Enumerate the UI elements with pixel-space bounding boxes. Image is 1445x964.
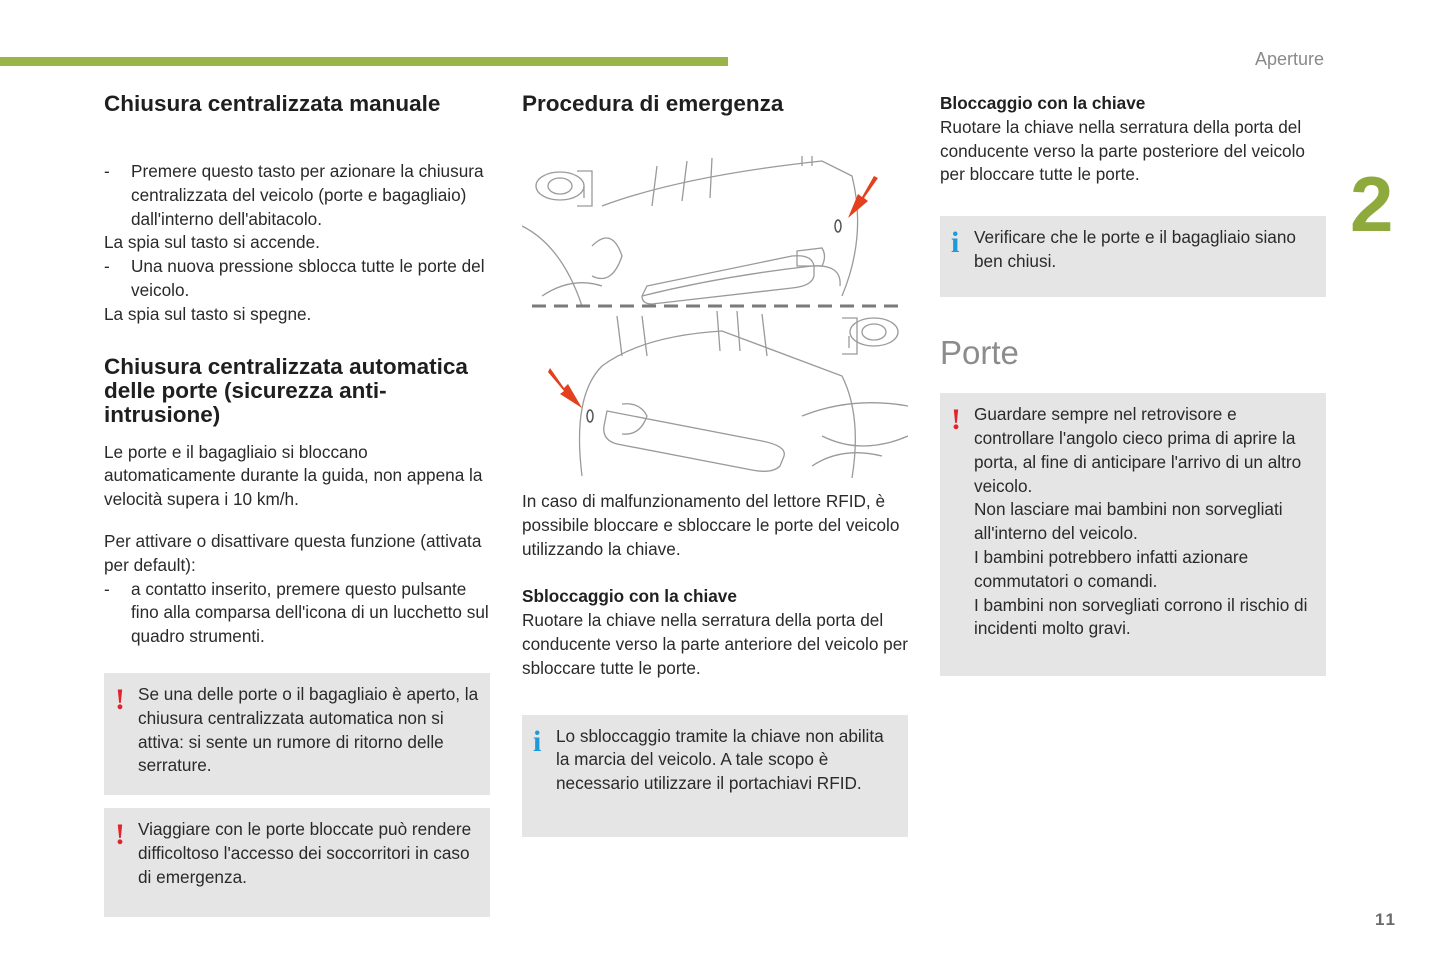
heading-automatic-locking: Chiusura centralizzata automatica delle porte (sicurezza anti-intrusione) xyxy=(104,353,468,427)
door-lock-illustration xyxy=(522,136,908,478)
subheading-lock-key: Bloccaggio con la chiave xyxy=(940,93,1146,113)
warning-box xyxy=(104,673,490,795)
paragraph: Per attivare o disattivare questa funzione (attivata per default): xyxy=(104,530,482,575)
warning-text: Guardare sempre nel retrovisore e controllare l'angolo cieco prima di aprire la porta, al fine di anticipare l'arrivo di un altro veicolo. xyxy=(974,404,1302,496)
heading-doors: Porte xyxy=(940,334,1019,372)
info-icon: i xyxy=(951,226,960,260)
lock-barrel-top xyxy=(835,220,841,232)
info-box xyxy=(522,715,908,837)
info-box xyxy=(940,216,1326,297)
warning-box xyxy=(104,808,490,917)
paragraph: La spia sul tasto si accende. xyxy=(104,232,320,253)
list-item: - a contatto inserito, premere questo pulsante fino alla comparsa dell'icona di un lucchetto sul quadro strumenti. xyxy=(104,578,490,649)
info-icon: i xyxy=(533,724,542,758)
heading-emergency: Procedura di emergenza xyxy=(522,91,784,116)
list-item: - Una nuova pressione sblocca tutte le porte del veicolo. xyxy=(104,255,490,303)
paragraph: Ruotare la chiave nella serratura della porta del conducente verso la parte posteriore del veicolo per bloccare tutte le porte. xyxy=(940,116,1305,185)
info-text: Verificare che le porte e il bagagliaio siano ben chiusi. xyxy=(974,227,1296,271)
arrow-icon xyxy=(548,368,582,408)
info-text: Lo sbloccaggio tramite la chiave non abilita la marcia del veicolo. A tale scopo è necessario utilizzare il portachiavi RFID. xyxy=(556,725,884,794)
section-label: Aperture xyxy=(1254,49,1324,69)
warning-text: I bambini non sorvegliati corrono il rischio di incidenti molto gravi. xyxy=(974,594,1308,639)
chapter-number: 2 xyxy=(1350,160,1394,248)
heading-manual-locking: Chiusura centralizzata manuale xyxy=(104,91,441,116)
paragraph: Le porte e il bagagliaio si bloccano automaticamente durante la guida, non appena la velocità supera i 10 km/h. xyxy=(104,441,483,510)
arrow-icon xyxy=(848,176,878,218)
warning-text: I bambini potrebbero infatti azionare commutatori o comandi. xyxy=(974,546,1249,591)
lock-barrel-bottom xyxy=(587,410,593,422)
warning-icon: ! xyxy=(115,682,125,716)
page-number: 11 xyxy=(1375,910,1397,929)
subheading-unlock-key: Sbloccaggio con la chiave xyxy=(522,586,737,607)
column-middle xyxy=(522,92,908,837)
column-right xyxy=(940,92,1326,676)
header-accent-bar xyxy=(0,57,728,66)
warning-text: Se una delle porte o il bagagliaio è aperto, la chiusura centralizzata automatica non si attiva: si sente un rumore di ritorno delle serrature. xyxy=(138,683,479,776)
paragraph: In caso di malfunzionamento del lettore RFID, è possibile bloccare e sbloccare le porte del veicolo utilizzando la chiave. xyxy=(522,491,900,559)
warning-icon: ! xyxy=(115,817,125,851)
warning-icon: ! xyxy=(951,403,961,437)
warning-box xyxy=(940,393,1326,676)
paragraph: La spia sul tasto si spegne. xyxy=(104,303,312,324)
warning-text: Viaggiare con le porte bloccate può rendere difficoltoso l'accesso dei soccorritori in caso di emergenza. xyxy=(138,818,472,887)
warning-text: Non lasciare mai bambini non sorvegliati all'interno del veicolo. xyxy=(974,499,1283,544)
paragraph: Ruotare la chiave nella serratura della porta del conducente verso la parte anteriore del veicolo per sbloccare tutte le porte. xyxy=(522,610,908,678)
list-item: - Premere questo tasto per azionare la chiusura centralizzata del veicolo (porte e bagagliaio) dall'interno dell'abitacolo. xyxy=(104,160,490,231)
column-left xyxy=(104,92,490,917)
